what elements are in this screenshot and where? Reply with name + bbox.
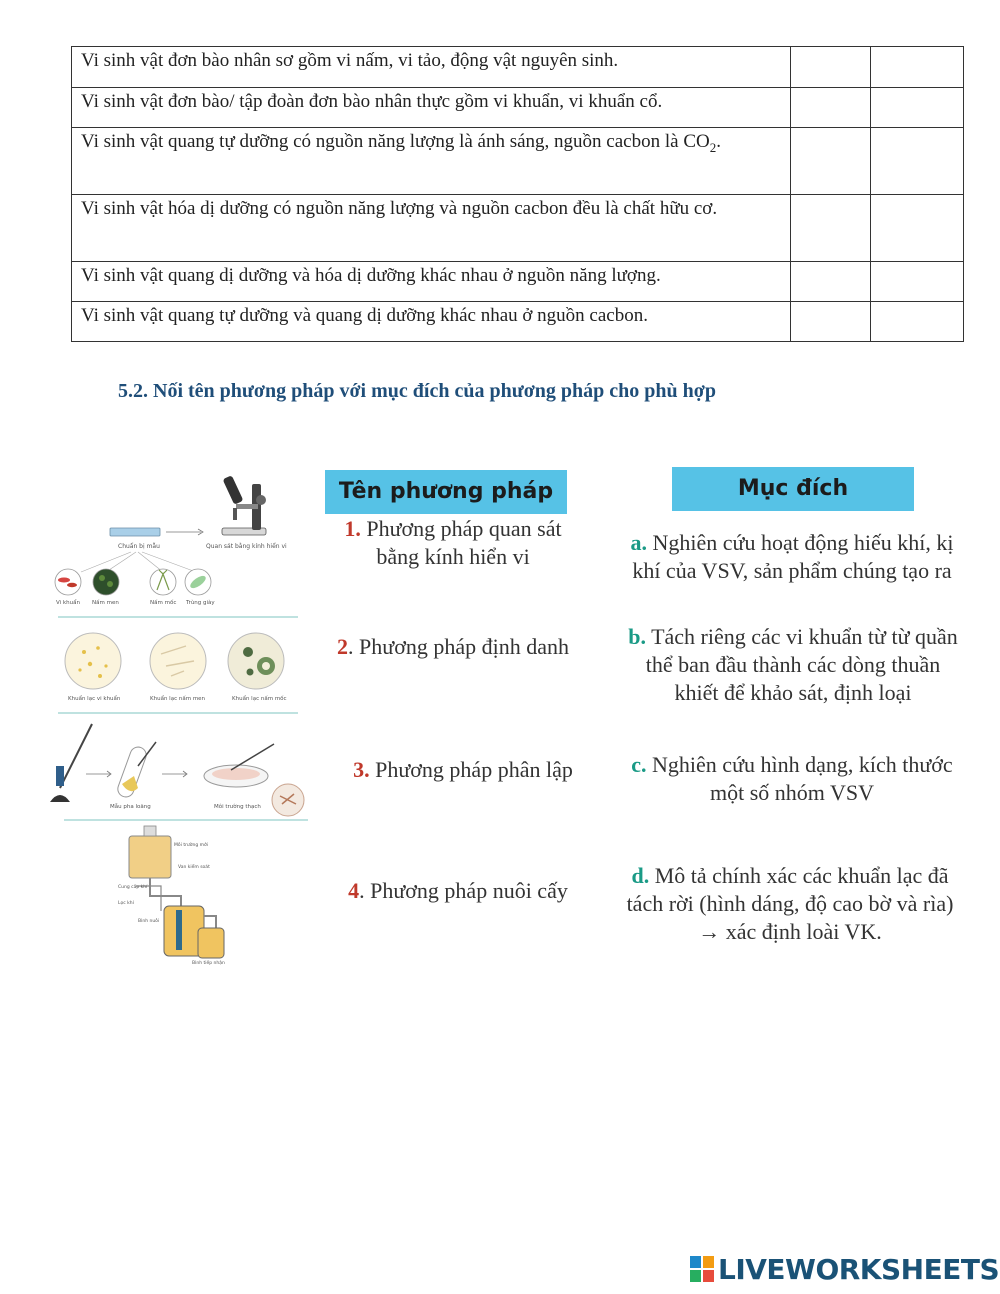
colonies-illustration — [65, 633, 287, 702]
method-item[interactable]: 4. Phương pháp nuôi cấy — [348, 878, 568, 903]
table-row — [72, 262, 964, 302]
methods-illustration — [26, 466, 310, 966]
answer-cell-false[interactable] — [870, 262, 963, 302]
isolation-illustration — [50, 724, 304, 816]
colony-label: Khuẩn lạc nấm mốc — [232, 696, 287, 702]
statement-cell: Vi sinh vật quang tự dưỡng có nguồn năng lượng là ánh sáng, nguồn cacbon là $CO_2$. — [72, 128, 791, 195]
purpose-item[interactable]: c. Nghiên cứu hình dạng, kích thước một số nhóm VSV — [631, 752, 953, 805]
culture-illustration — [118, 826, 225, 966]
answer-cell-false[interactable] — [870, 195, 963, 262]
statement-cell: Vi sinh vật đơn bào nhân sơ gồm vi nấm, vi tảo, động vật nguyên sinh. — [72, 47, 791, 88]
statement-table — [71, 46, 964, 342]
microscopy-illustration — [55, 475, 287, 606]
purpose-item[interactable]: d. Mô tả chính xác các khuẩn lạc đã tách rời (hình dáng, độ cao bờ và rìa) → xác định loài VK. — [626, 863, 954, 944]
culture-label: Bình tiếp nhận — [192, 961, 225, 966]
statement-cell: Vi sinh vật hóa dị dưỡng có nguồn năng lượng và nguồn cacbon đều là chất hữu cơ. — [72, 195, 791, 262]
culture-label: Van kiểm soát — [178, 865, 210, 870]
organism-label: Trùng giày — [186, 600, 215, 606]
statement-cell: Vi sinh vật đơn bào/ tập đoàn đơn bào nhân thực gồm vi khuẩn, vi khuẩn cổ. — [72, 88, 791, 128]
section-title: 5.2. Nối tên phương pháp với mục đích của phương pháp cho phù hợp — [118, 380, 716, 402]
logo-text: LIVEWORKSHEETS — [718, 1252, 1000, 1286]
answer-cell-true[interactable] — [790, 47, 870, 88]
culture-label: Môi trường mới — [174, 843, 209, 848]
answer-cell-false[interactable] — [870, 88, 963, 128]
colony-label: Khuẩn lạc vi khuẩn — [68, 696, 121, 702]
microscope-icon — [222, 475, 266, 535]
table-row — [72, 47, 964, 88]
table-row — [72, 195, 964, 262]
purpose-item[interactable]: a. Nghiên cứu hoạt động hiếu khí, kị khí của VSV, sản phẩm chúng tạo ra — [630, 530, 954, 583]
table-row — [72, 302, 964, 342]
method-header: Tên phương pháp — [325, 470, 567, 514]
statement-cell: Vi sinh vật quang dị dưỡng và hóa dị dưỡng khác nhau ở nguồn năng lượng. — [72, 262, 791, 302]
purpose-header: Mục đích — [672, 467, 914, 511]
method-item[interactable]: 1. Phương pháp quan sát bằng kính hiển vi — [344, 516, 562, 569]
answer-cell-true[interactable] — [790, 302, 870, 342]
method-item[interactable]: 2. Phương pháp định danh — [337, 634, 569, 659]
table-row — [72, 128, 964, 195]
answer-cell-true[interactable] — [790, 195, 870, 262]
organism-label: Nấm men — [92, 600, 119, 606]
statement-cell: Vi sinh vật quang tự dưỡng và quang dị dưỡng khác nhau ở nguồn cacbon. — [72, 302, 791, 342]
logo-mark-icon — [690, 1256, 714, 1282]
answer-cell-false[interactable] — [870, 47, 963, 88]
culture-label: Cung cấp khí — [118, 885, 148, 890]
answer-cell-true[interactable] — [790, 262, 870, 302]
isolation-label: Mẫu pha loãng — [110, 804, 151, 810]
answer-cell-false[interactable] — [870, 302, 963, 342]
liveworksheets-logo[interactable] — [690, 1252, 999, 1286]
culture-label: Lọc khí — [118, 901, 134, 906]
isolation-label: Môi trường thạch — [214, 804, 261, 810]
method-item[interactable]: 3. Phương pháp phân lập — [353, 757, 573, 782]
organism-label: Vi khuẩn — [56, 600, 80, 606]
purpose-item[interactable]: b. Tách riêng các vi khuẩn từ từ quần thể ban đầu thành các dòng thuần khiết để khảo sát, định loại — [628, 624, 958, 705]
table-row — [72, 88, 964, 128]
observe-label: Quan sát bằng kính hiển vi — [206, 543, 287, 550]
colony-label: Khuẩn lạc nấm men — [150, 696, 206, 702]
organism-label: Nấm mốc — [150, 600, 177, 606]
prep-label: Chuẩn bị mẫu — [118, 543, 160, 550]
answer-cell-true[interactable] — [790, 88, 870, 128]
culture-label: Bình nuôi — [138, 919, 160, 924]
answer-cell-true[interactable] — [790, 128, 870, 195]
answer-cell-false[interactable] — [870, 128, 963, 195]
